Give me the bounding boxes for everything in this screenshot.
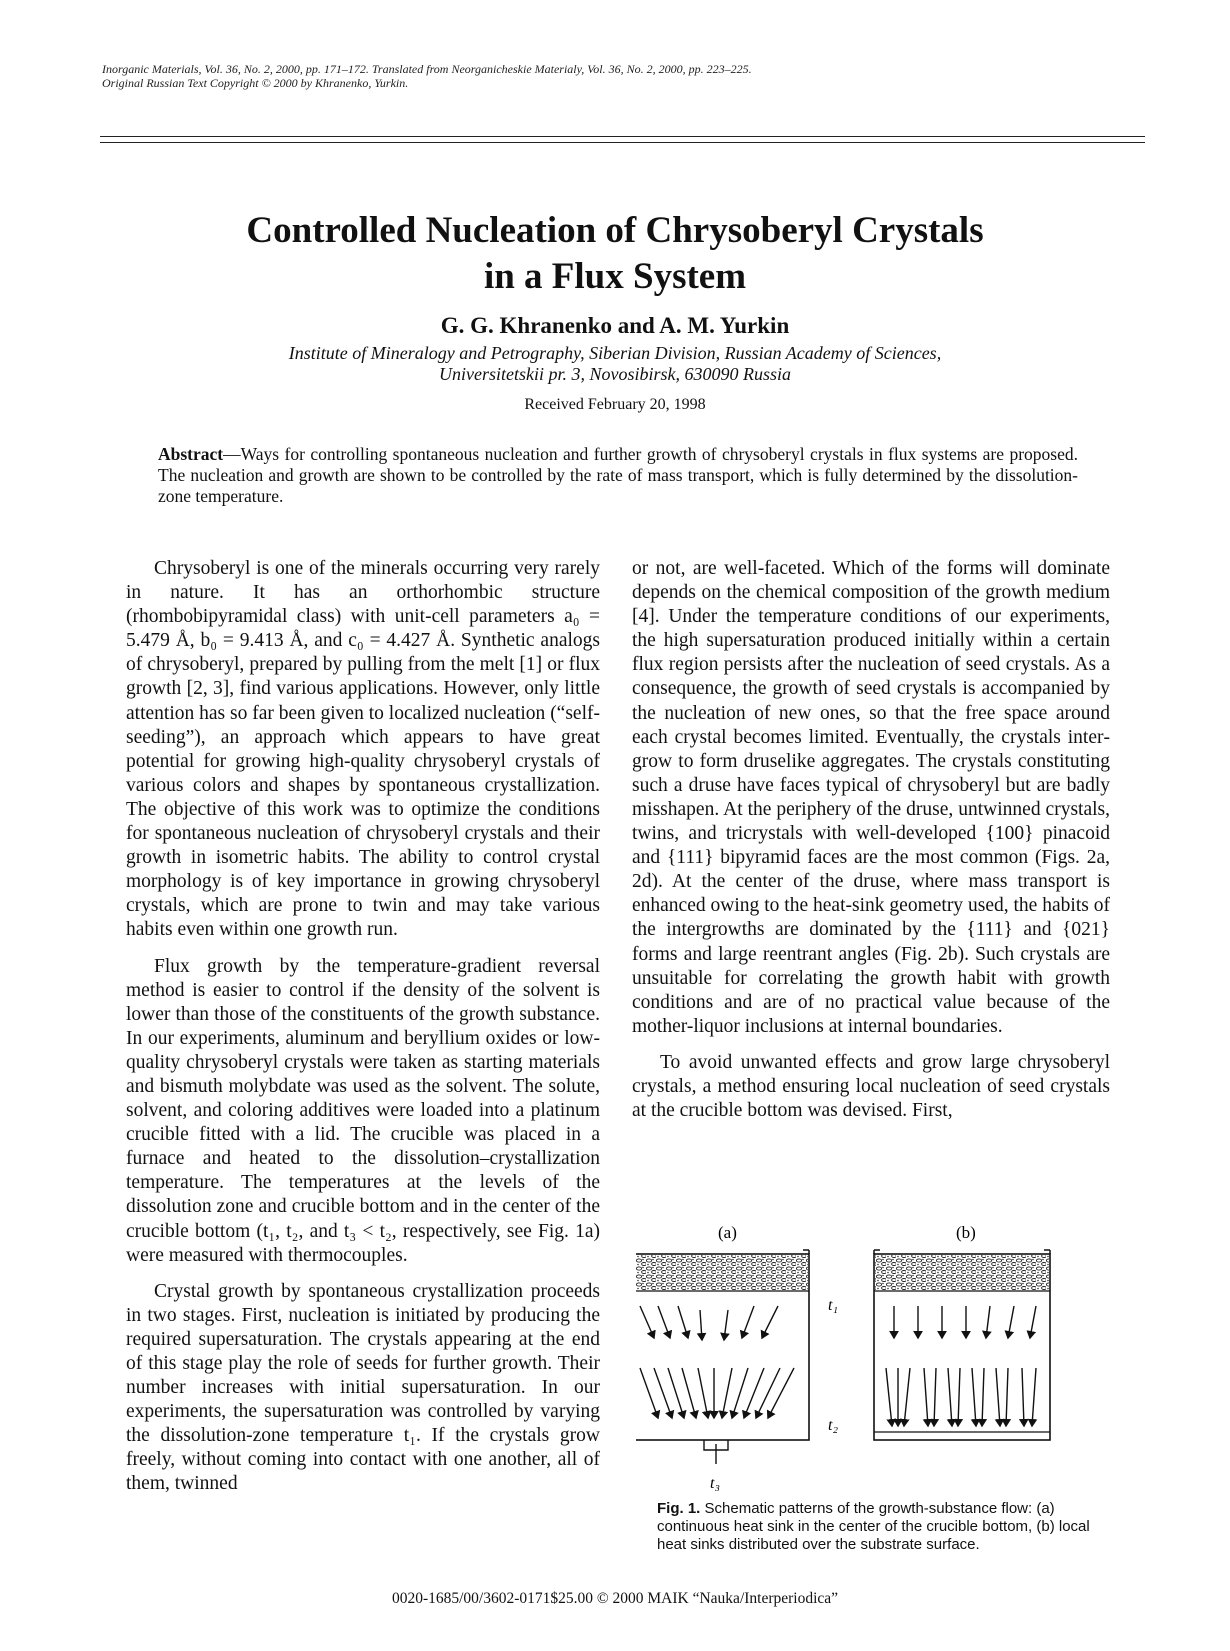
body-column-right bbox=[632, 557, 1110, 1135]
received-date: Received February 20, 1998 bbox=[524, 396, 706, 413]
abstract-text: —Ways for controlling spontaneous nucleation and further growth of chrysoberyl crystals in flux systems are proposed. The nucleation and growth are shown to be controlled by the rate of mass transport, which is fully determined by the dissolution-zone temperature. bbox=[158, 444, 1078, 506]
figure-1-caption bbox=[657, 1500, 1107, 1554]
affiliation-line-2: Universitetskii pr. 3, Novosibirsk, 630090 Russia bbox=[439, 364, 791, 384]
affiliation bbox=[180, 343, 1050, 385]
panel-b bbox=[874, 1223, 1050, 1440]
body-paragraph-1: Chrysoberyl is one of the minerals occurring very rarely in nature. It has an orthorhombic structure (rhombobipyramidal class) with unit-cell parameters a₀ = 5.479 Å, b₀ = 9.413 Å, and c₀ = 4.427 Å. Synthetic analogs of chrysoberyl, prepared by pulling from the melt [1] or flux growth [2, 3], find various applications. However, only little attention has so far been given to localized nucleation (“self-seeding”), an approach which appears to have great potential for growing high-quality chrysoberyl crystals of various colors and shapes by spontaneous crystallization. The objective of this work was to optimize the conditions for spontaneous nucleation of chrysoberyl crystals and their growth in isometric habits. The ability to control crystal morphology is of key importance in growing chrysoberyl crystals, which are prone to twin and may take various habits even within one growth run. bbox=[126, 558, 600, 941]
journal-header bbox=[102, 62, 1142, 90]
body-column-left bbox=[126, 557, 600, 1509]
paper-title bbox=[0, 208, 1230, 300]
caption-text: Schematic patterns of the growth-substance flow: (a) continuous heat sink in the center of the crucible bottom, (b) local heat sinks distributed over the substrate surface. bbox=[657, 1500, 1090, 1553]
abstract-label: Abstract bbox=[158, 444, 224, 464]
solute-layer-b bbox=[875, 1255, 1049, 1291]
body-paragraph-3: Crystal growth by spontaneous crystallization proceeds in two stages. First, nucleation is initiated by producing the required supersaturation. The crystals appearing at the end of this stage play the role of seeds for further growth. Their number increases with initial supersaturation. In our experiments, the supersaturation was controlled by varying the dissolution-zone temperature t₁. If the crystals grow freely, without coming into contact with one another, all of them, twinned bbox=[126, 1280, 600, 1495]
caption-label: Fig. 1. bbox=[657, 1500, 701, 1517]
authors: G. G. Khranenko and A. M. Yurkin bbox=[440, 313, 790, 338]
panel-a-label: (a) bbox=[718, 1223, 737, 1242]
flow-arrows-a bbox=[640, 1306, 794, 1418]
affiliation-line-1: Institute of Mineralogy and Petrography, Siberian Division, Russian Academy of Sciences, bbox=[288, 343, 942, 363]
copyright-footer: 0020-1685/00/3602-0171$25.00 © 2000 MAIK “Nauka/Interperiodica” bbox=[391, 1590, 839, 1607]
t3-label: t₃ bbox=[710, 1475, 721, 1492]
panel-b-label: (b) bbox=[956, 1223, 976, 1242]
header-line-1: Inorganic Materials, Vol. 36, No. 2, 2000, pp. 171–172. Translated from Neorganicheskie Materialy, Vol. 36, No. 2, 2000, pp. 223–225. bbox=[102, 62, 752, 76]
flow-arrows-b bbox=[886, 1306, 1036, 1426]
title-line-1: Controlled Nucleation of Chrysoberyl Crystals bbox=[246, 210, 984, 251]
abstract bbox=[158, 444, 1078, 507]
body-paragraph-5: To avoid unwanted effects and grow large chrysoberyl crystals, a method ensuring local nucleation of seed crystals at the crucible bottom was devised. First, bbox=[632, 1051, 1110, 1122]
body-paragraph-4: or not, are well-faceted. Which of the forms will dominate depends on the chemical composition of the growth medium [4]. Under the temperature conditions of our experiments, the high supersaturation produced initially within a certain flux region persists after the nucleation of seed crystals. As a consequence, the growth of seed crystals is accompanied by the nucleation of new ones, so that the free space around each crystal becomes limited. Eventually, the crystals intergrow to form druselike aggregates. The crystals constituting such a druse have faces typical of chrysoberyl but are badly misshapen. At the periphery of the druse, untwinned crystals, twins, and tricrystals with well-developed {100} pinacoid and {111} bipyramid faces are the most common (Figs. 2a, 2d). At the center of the druse, where mass transport is enhanced owing to the heat-sink geometry used, the habits of the intergrowths are dominated by the {111} and {021} forms and large reentrant angles (Fig. 2b). Such crystals are unsuitable for correlating the growth habit with growth conditions and are of no practical value because of the mother-liquor inclusions at internal boundaries. bbox=[632, 558, 1110, 1037]
header-rule-top bbox=[100, 136, 1145, 137]
figure-1-schematic bbox=[636, 1218, 1116, 1518]
header-rule-bottom bbox=[100, 142, 1145, 143]
title-line-2: in a Flux System bbox=[483, 256, 747, 297]
panel-a bbox=[636, 1223, 809, 1492]
header-line-2: Original Russian Text Copyright © 2000 by Khranenko, Yurkin. bbox=[102, 76, 409, 90]
solute-layer-a bbox=[636, 1255, 808, 1291]
t2-label: t₂ bbox=[828, 1417, 839, 1434]
t1-label: t₁ bbox=[828, 1297, 839, 1314]
body-paragraph-2: Flux growth by the temperature-gradient reversal method is easier to control if the density of the solvent is lower than those of the constituents of the growth substance. In our experiments, aluminum and beryllium oxides or low-quality chrysoberyl crystals were taken as starting materials and bismuth molybdate was used as the solvent. The solute, solvent, and coloring additives were loaded into a platinum crucible fitted with a lid. The crucible was placed in a furnace and heated to the dissolution–crystallization temperature. The temperatures at the levels of the dissolution zone and crucible bottom and in the center of the crucible bottom (t₁, t₂, and t₃ < t₂, respectively, see Fig. 1a) were measured with thermocouples. bbox=[126, 955, 600, 1266]
